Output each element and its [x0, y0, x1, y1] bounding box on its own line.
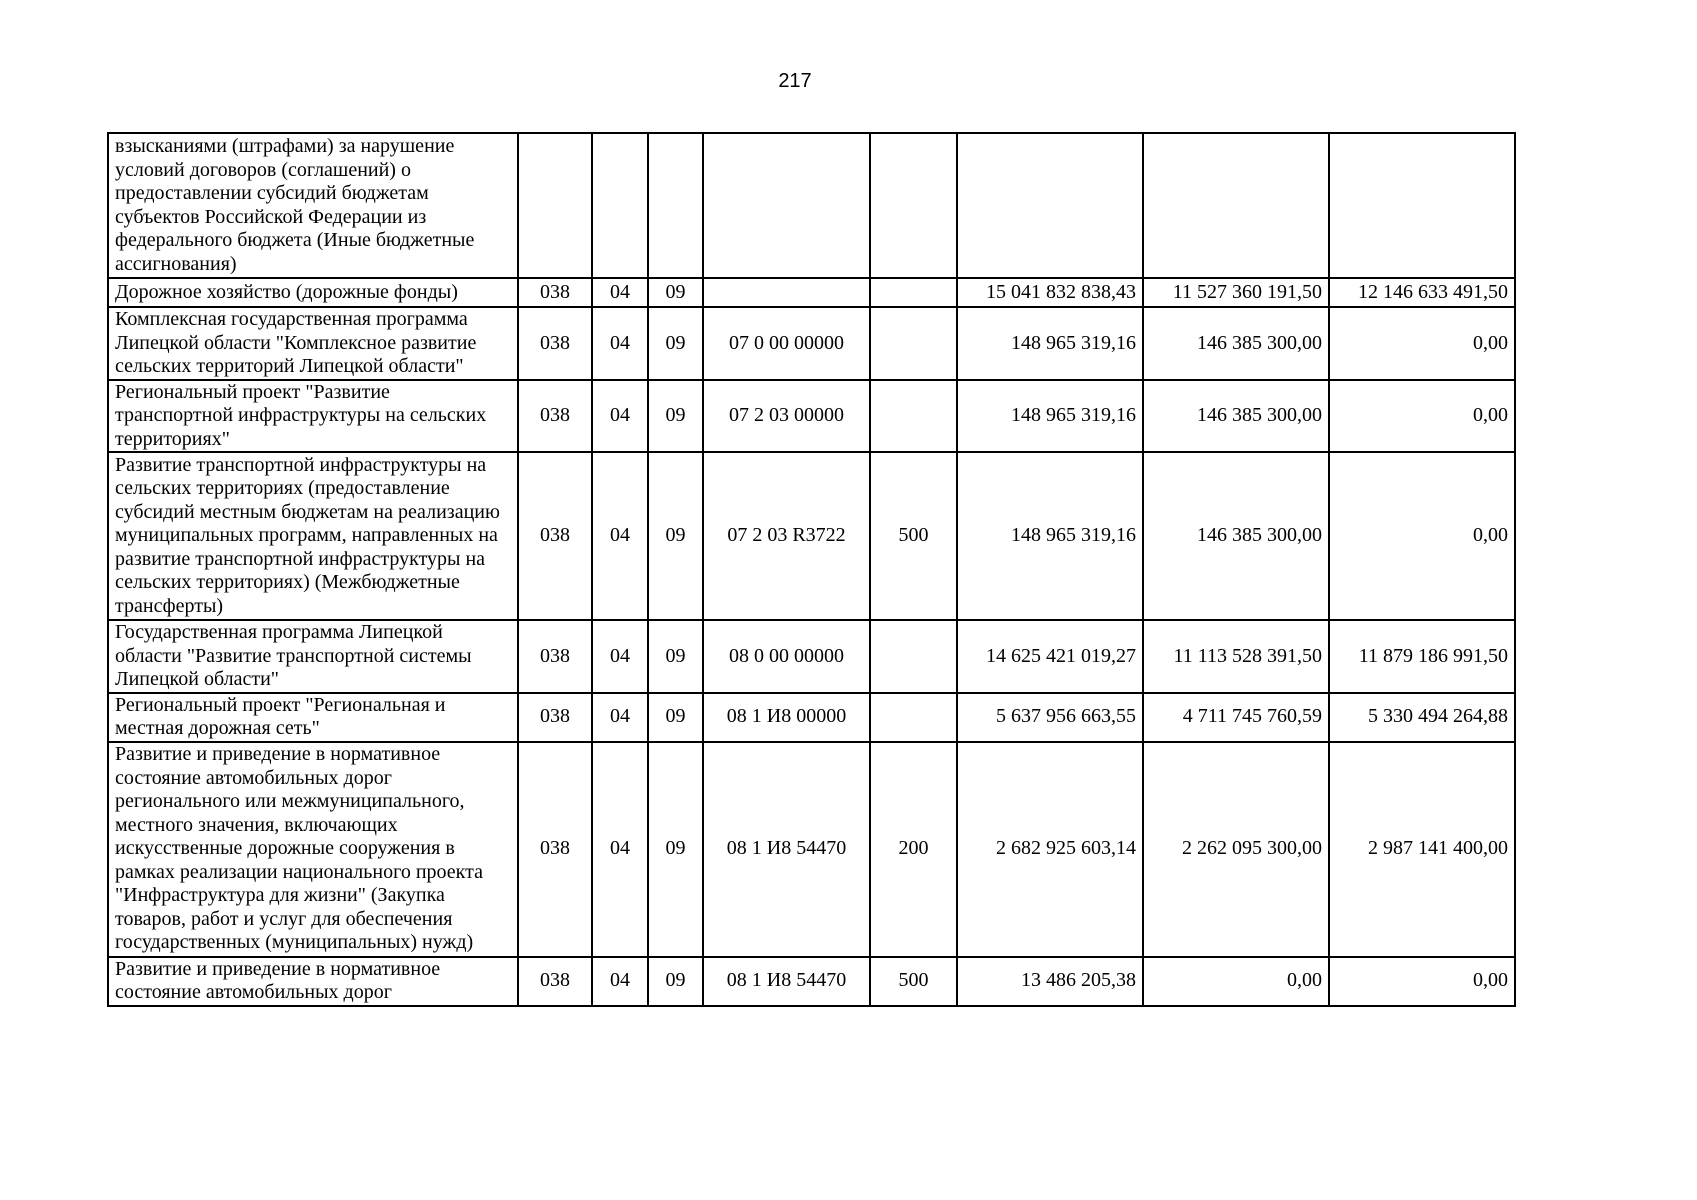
- target-article-cell: 08 1 И8 54470: [703, 742, 870, 957]
- row-name-cell: Развитие транспортной инфраструктуры на сельских территориях (предоставление субсидий местным бюджетам на реализацию муниципальных программ, направленных на развитие транспортной инфраструктуры на сельских территориях) (Межбюджетные трансферты): [108, 452, 518, 620]
- amount-year1-cell: 148 965 319,16: [957, 452, 1143, 620]
- amount-year1-cell: 5 637 956 663,55: [957, 693, 1143, 742]
- amount-year2-cell: 0,00: [1143, 957, 1329, 1006]
- subsection-cell: 09: [648, 620, 703, 693]
- expense-type-cell: [870, 133, 957, 278]
- amount-year3-cell: 12 146 633 491,50: [1329, 278, 1515, 307]
- amount-year3-cell: 0,00: [1329, 307, 1515, 380]
- subsection-cell: [648, 133, 703, 278]
- section-cell: 04: [592, 742, 648, 957]
- expense-type-cell: [870, 278, 957, 307]
- glav-code-cell: 038: [518, 278, 592, 307]
- expense-type-cell: [870, 307, 957, 380]
- amount-year3-cell: 2 987 141 400,00: [1329, 742, 1515, 957]
- glav-code-cell: 038: [518, 620, 592, 693]
- target-article-cell: 07 0 00 00000: [703, 307, 870, 380]
- table-row: [108, 133, 1515, 278]
- amount-year1-cell: [957, 133, 1143, 278]
- glav-code-cell: 038: [518, 380, 592, 453]
- amount-year2-cell: [1143, 133, 1329, 278]
- amount-year3-cell: 0,00: [1329, 957, 1515, 1006]
- row-name-cell: Государственная программа Липецкой области "Развитие транспортной системы Липецкой области": [108, 620, 518, 693]
- expense-type-cell: 500: [870, 957, 957, 1006]
- target-article-cell: [703, 133, 870, 278]
- amount-year3-cell: 11 879 186 991,50: [1329, 620, 1515, 693]
- table-row: [108, 620, 1515, 693]
- amount-year1-cell: 14 625 421 019,27: [957, 620, 1143, 693]
- expense-type-cell: 500: [870, 452, 957, 620]
- subsection-cell: 09: [648, 307, 703, 380]
- table-row: [108, 380, 1515, 453]
- target-article-cell: [703, 278, 870, 307]
- glav-code-cell: [518, 133, 592, 278]
- amount-year2-cell: 4 711 745 760,59: [1143, 693, 1329, 742]
- amount-year3-cell: 0,00: [1329, 452, 1515, 620]
- target-article-cell: 07 2 03 R3722: [703, 452, 870, 620]
- amount-year2-cell: 11 527 360 191,50: [1143, 278, 1329, 307]
- subsection-cell: 09: [648, 742, 703, 957]
- target-article-cell: 08 1 И8 54470: [703, 957, 870, 1006]
- row-name-cell: Комплексная государственная программа Липецкой области "Комплексное развитие сельских территорий Липецкой области": [108, 307, 518, 380]
- row-name-cell: Развитие и приведение в нормативное состояние автомобильных дорог: [108, 957, 518, 1006]
- glav-code-cell: 038: [518, 452, 592, 620]
- subsection-cell: 09: [648, 380, 703, 453]
- section-cell: 04: [592, 307, 648, 380]
- amount-year2-cell: 11 113 528 391,50: [1143, 620, 1329, 693]
- subsection-cell: 09: [648, 452, 703, 620]
- row-name-cell: Региональный проект "Региональная и местная дорожная сеть": [108, 693, 518, 742]
- glav-code-cell: 038: [518, 957, 592, 1006]
- row-name-cell: Дорожное хозяйство (дорожные фонды): [108, 278, 518, 307]
- page-number: 217: [778, 70, 812, 92]
- table-row: [108, 693, 1515, 742]
- amount-year2-cell: 146 385 300,00: [1143, 380, 1329, 453]
- amount-year2-cell: 146 385 300,00: [1143, 307, 1329, 380]
- table-row: [108, 307, 1515, 380]
- subsection-cell: 09: [648, 957, 703, 1006]
- amount-year2-cell: 146 385 300,00: [1143, 452, 1329, 620]
- expense-type-cell: [870, 693, 957, 742]
- row-name-cell: взысканиями (штрафами) за нарушение условий договоров (соглашений) о предоставлении субсидий бюджетам субъектов Российской Федерации из федерального бюджета (Иные бюджетные ассигнования): [108, 133, 518, 278]
- section-cell: [592, 133, 648, 278]
- budget-table: [107, 132, 1516, 1007]
- glav-code-cell: 038: [518, 307, 592, 380]
- expense-type-cell: [870, 380, 957, 453]
- amount-year3-cell: 0,00: [1329, 380, 1515, 453]
- amount-year1-cell: 2 682 925 603,14: [957, 742, 1143, 957]
- section-cell: 04: [592, 957, 648, 1006]
- section-cell: 04: [592, 693, 648, 742]
- amount-year1-cell: 148 965 319,16: [957, 307, 1143, 380]
- section-cell: 04: [592, 452, 648, 620]
- glav-code-cell: 038: [518, 693, 592, 742]
- amount-year2-cell: 2 262 095 300,00: [1143, 742, 1329, 957]
- subsection-cell: 09: [648, 278, 703, 307]
- amount-year1-cell: 15 041 832 838,43: [957, 278, 1143, 307]
- target-article-cell: 07 2 03 00000: [703, 380, 870, 453]
- glav-code-cell: 038: [518, 742, 592, 957]
- expense-type-cell: [870, 620, 957, 693]
- row-name-cell: Региональный проект "Развитие транспортной инфраструктуры на сельских территориях": [108, 380, 518, 453]
- target-article-cell: 08 1 И8 00000: [703, 693, 870, 742]
- amount-year3-cell: 5 330 494 264,88: [1329, 693, 1515, 742]
- section-cell: 04: [592, 380, 648, 453]
- table-row: [108, 742, 1515, 957]
- expense-type-cell: 200: [870, 742, 957, 957]
- section-cell: 04: [592, 278, 648, 307]
- table-row: [108, 957, 1515, 1006]
- amount-year3-cell: [1329, 133, 1515, 278]
- amount-year1-cell: 148 965 319,16: [957, 380, 1143, 453]
- row-name-cell: Развитие и приведение в нормативное состояние автомобильных дорог регионального или межмуниципального, местного значения, включающих искусственные дорожные сооружения в рамках реализации национального проекта "Инфраструктура для жизни" (Закупка товаров, работ и услуг для обеспечения государственных (муниципальных) нужд): [108, 742, 518, 957]
- table-row: [108, 278, 1515, 307]
- subsection-cell: 09: [648, 693, 703, 742]
- table-row: [108, 452, 1515, 620]
- amount-year1-cell: 13 486 205,38: [957, 957, 1143, 1006]
- target-article-cell: 08 0 00 00000: [703, 620, 870, 693]
- section-cell: 04: [592, 620, 648, 693]
